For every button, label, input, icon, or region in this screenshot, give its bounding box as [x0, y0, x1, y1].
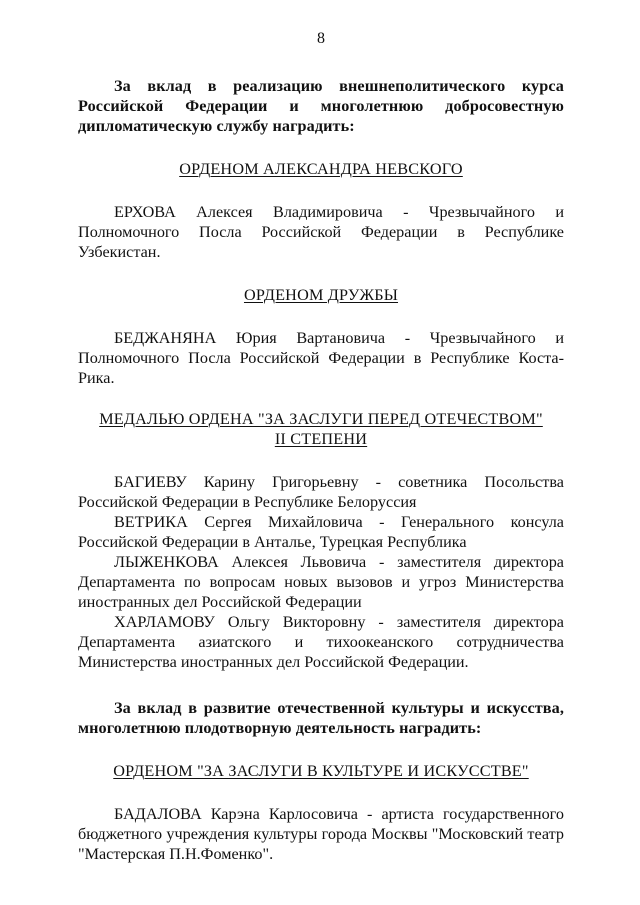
awardee-kharlamova: ХАРЛАМОВУ Ольгу Викторовну - заместителя директора Департамента азиатского и тихоокеанского сотрудничества Министерства иностранных дел Российской Федерации.	[78, 613, 564, 671]
award-heading-order-friendship: ОРДЕНОМ ДРУЖБЫ	[243, 286, 399, 304]
awardee-bagieva: БАГИЕВУ Карину Григорьевну - советника Посольства Российской Федерации в Республике Белоруссия	[78, 473, 564, 511]
awardee-lyzhenkova: ЛЫЖЕНКОВА Алексея Львовича - заместителя директора Департамента по вопросам новых вызовов и угроз Министерства иностранных дел Российской Федерации	[78, 553, 564, 611]
award-heading-order-nevsky: ОРДЕНОМ АЛЕКСАНДРА НЕВСКОГО	[179, 160, 463, 178]
award-heading-medal-line1: МЕДАЛЬЮ ОРДЕНА "ЗА ЗАСЛУГИ ПЕРЕД ОТЕЧЕСТВОМ"	[99, 410, 543, 428]
section-lead-culture: За вклад в развитие отечественной культуры и искусства, многолетнюю плодотворную деятельность наградить:	[78, 699, 564, 737]
document-page	[78, 28, 564, 864]
award-heading-order-culture: ОРДЕНОМ "ЗА ЗАСЛУГИ В КУЛЬТУРЕ И ИСКУССТВЕ"	[113, 762, 529, 780]
awardee-bedzhanyana: БЕДЖАНЯНА Юрия Вартановича - Чрезвычайного и Полномочного Посла Российской Федерации в Республике Коста-Рика.	[78, 329, 564, 387]
awardee-badalova: БАДАЛОВА Карэна Карлосовича - артиста государственного бюджетного учреждения культуры города Москвы "Московский театр "Мастерская П.Н.Фоменко".	[78, 805, 564, 863]
awardee-erkhova: ЕРХОВА Алексея Владимировича - Чрезвычайного и Полномочного Посла Российской Федерации в Республике Узбекистан.	[78, 203, 564, 261]
section-lead-diplomatic: За вклад в реализацию внешнеполитического курса Российской Федерации и многолетнюю добросовестную дипломатическую службу наградить:	[78, 77, 564, 135]
awardee-vetrika: ВЕТРИКА Сергея Михайловича - Генерального консула Российской Федерации в Анталье, Турецкая Республика	[78, 513, 564, 551]
award-heading-medal-line2: II СТЕПЕНИ	[274, 430, 368, 448]
award-heading-medal-merit	[78, 409, 564, 449]
page-number: 8	[317, 30, 325, 47]
